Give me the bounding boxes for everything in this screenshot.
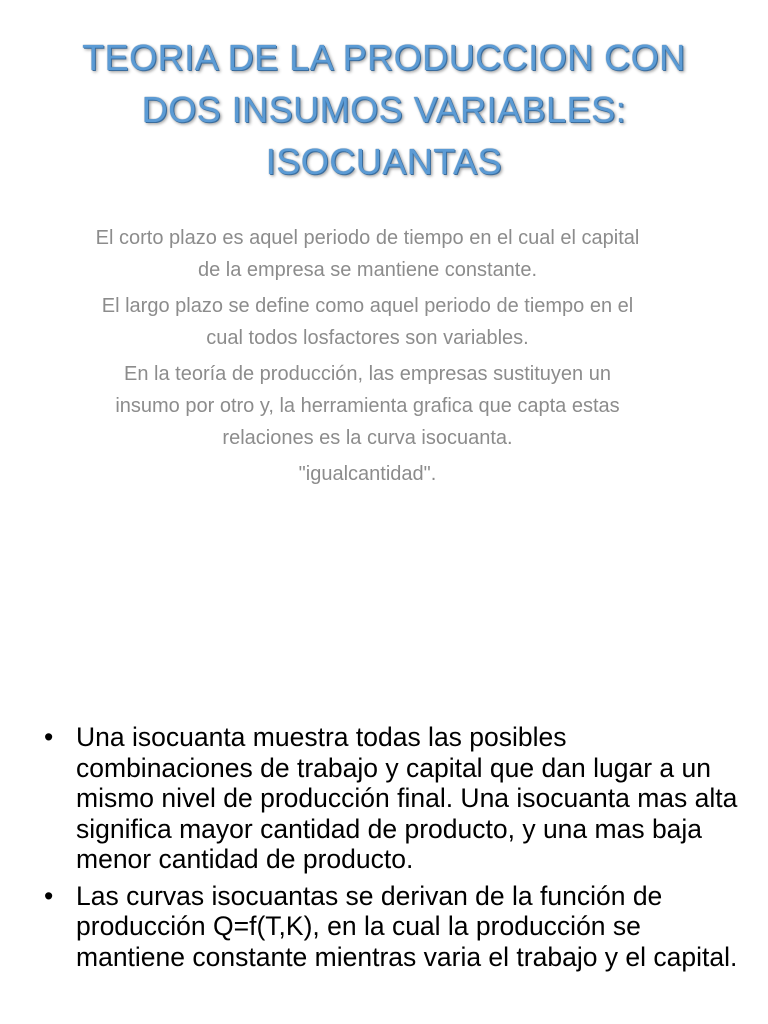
subtitle-block — [90, 222, 645, 494]
bullet-item — [44, 722, 744, 875]
paragraph-production-theory: En la teoría de producción, las empresas sustituyen un insumo por otro y, la herramienta grafica que capta estas relaciones es la curva isocuanta. — [115, 363, 620, 449]
paragraph-short-term: El corto plazo es aquel periodo de tiempo en el cual el capital de la empresa se mantiene constante. — [95, 227, 640, 281]
paragraph-igualcantidad: "igualcantidad". — [298, 463, 437, 485]
bullet-dot-icon: • — [44, 880, 54, 911]
bullet-list — [44, 722, 744, 978]
paragraph-long-term: El largo plazo se define como aquel periodo de tiempo en el cual todos losfactores son variables. — [101, 295, 634, 349]
bullet-text: Una isocuanta muestra todas las posibles combinaciones de trabajo y capital que dan lugar a un mismo nivel de producción final. Una isocuanta mas alta significa mayor cantidad de producto, y una mas baja menor cantidad de producto. — [76, 722, 738, 874]
bullet-dot-icon: • — [44, 722, 54, 752]
slide-title: TEORIA DE LA PRODUCCION CON DOS INSUMOS VARIABLES: ISOCUANTAS — [82, 37, 686, 182]
bullet-text: Las curvas isocuantas se derivan de la función de producción Q=f(T,K), en la cual la producción se mantiene constante mientras varia el trabajo y el capital. — [76, 880, 738, 972]
bullet-item — [44, 881, 744, 973]
